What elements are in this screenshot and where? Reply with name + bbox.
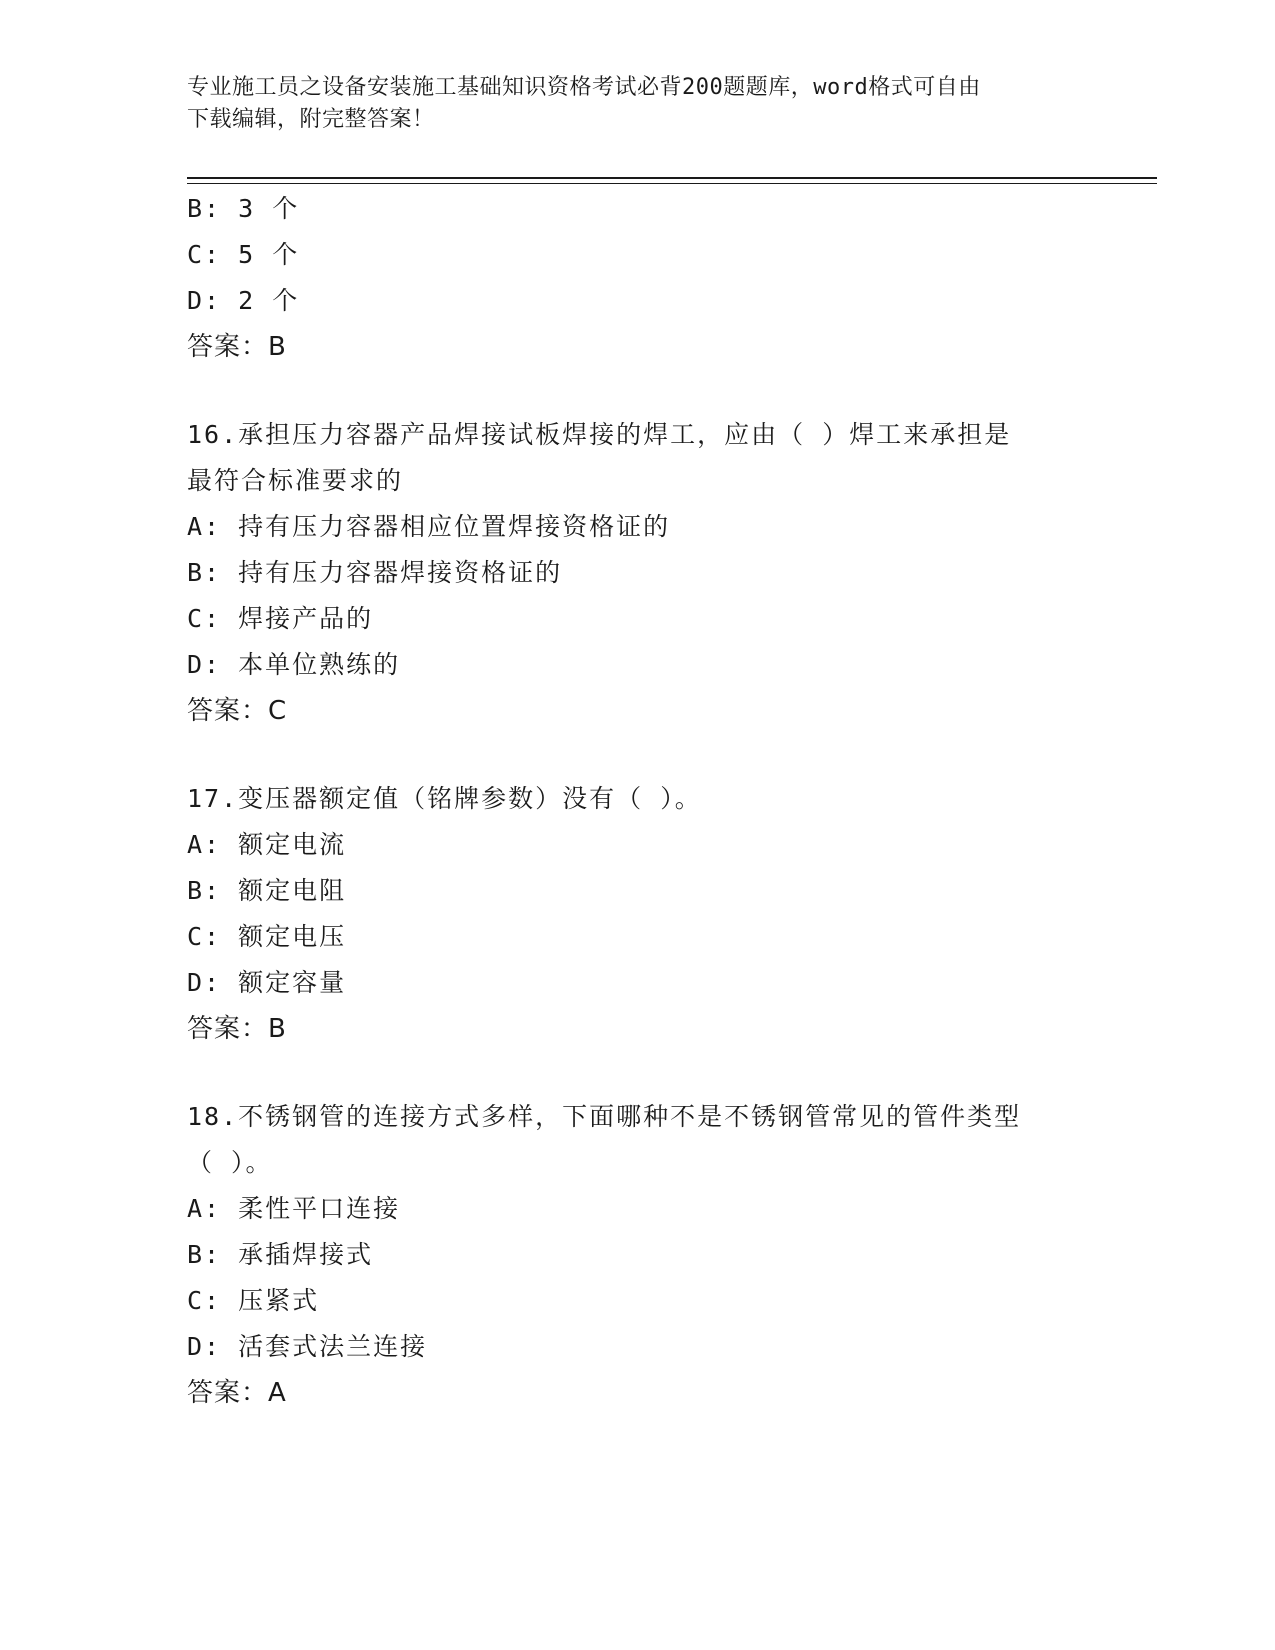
answer-line: 答案：C: [187, 696, 288, 726]
option-c: C: 5 个: [187, 240, 300, 269]
question-stem-line-1: 18.不锈钢管的连接方式多样，下面哪种不是不锈钢管常见的管件类型: [187, 1102, 1022, 1131]
question-stem-line-1: 17.变压器额定值（铭牌参数）没有（ ）。: [187, 784, 702, 813]
answer-line: 答案：A: [187, 1378, 287, 1408]
option-b: B: 承插焊接式: [187, 1240, 374, 1269]
question-list: [187, 186, 1087, 1416]
header-line-1: 专业施工员之设备安装施工基础知识资格考试必背200题题库，word格式可自由: [187, 75, 981, 100]
header-line-2: 下载编辑，附完整答案！: [187, 107, 435, 132]
question-16: [187, 412, 1087, 734]
question-stem-line-2: 最符合标准要求的: [187, 466, 404, 495]
question-15-continued: [187, 186, 1087, 370]
option-b: B: 持有压力容器焊接资格证的: [187, 558, 563, 587]
option-a: A: 额定电流: [187, 830, 347, 859]
option-a: A: 持有压力容器相应位置焊接资格证的: [187, 512, 671, 541]
question-18: [187, 1094, 1087, 1416]
document-header: [187, 72, 1087, 136]
option-b: B: 3 个: [187, 194, 300, 223]
header-divider-thin: [187, 183, 1157, 184]
document-page: [187, 0, 1157, 1650]
question-stem-line-2: （ ）。: [187, 1148, 273, 1177]
option-b: B: 额定电阻: [187, 876, 347, 905]
option-a: A: 柔性平口连接: [187, 1194, 401, 1223]
option-c: C: 焊接产品的: [187, 604, 374, 633]
option-d: D: 2 个: [187, 286, 300, 315]
option-c: C: 额定电压: [187, 922, 347, 951]
answer-line: 答案：B: [187, 1014, 287, 1044]
question-stem-line-1: 16.承担压力容器产品焊接试板焊接的焊工，应由（ ）焊工来承担是: [187, 420, 1012, 449]
option-c: C: 压紧式: [187, 1286, 320, 1315]
header-divider-thick: [187, 177, 1157, 179]
answer-line: 答案：B: [187, 332, 287, 362]
question-17: [187, 776, 1087, 1052]
option-d: D: 活套式法兰连接: [187, 1332, 428, 1361]
option-d: D: 额定容量: [187, 968, 347, 997]
option-d: D: 本单位熟练的: [187, 650, 401, 679]
